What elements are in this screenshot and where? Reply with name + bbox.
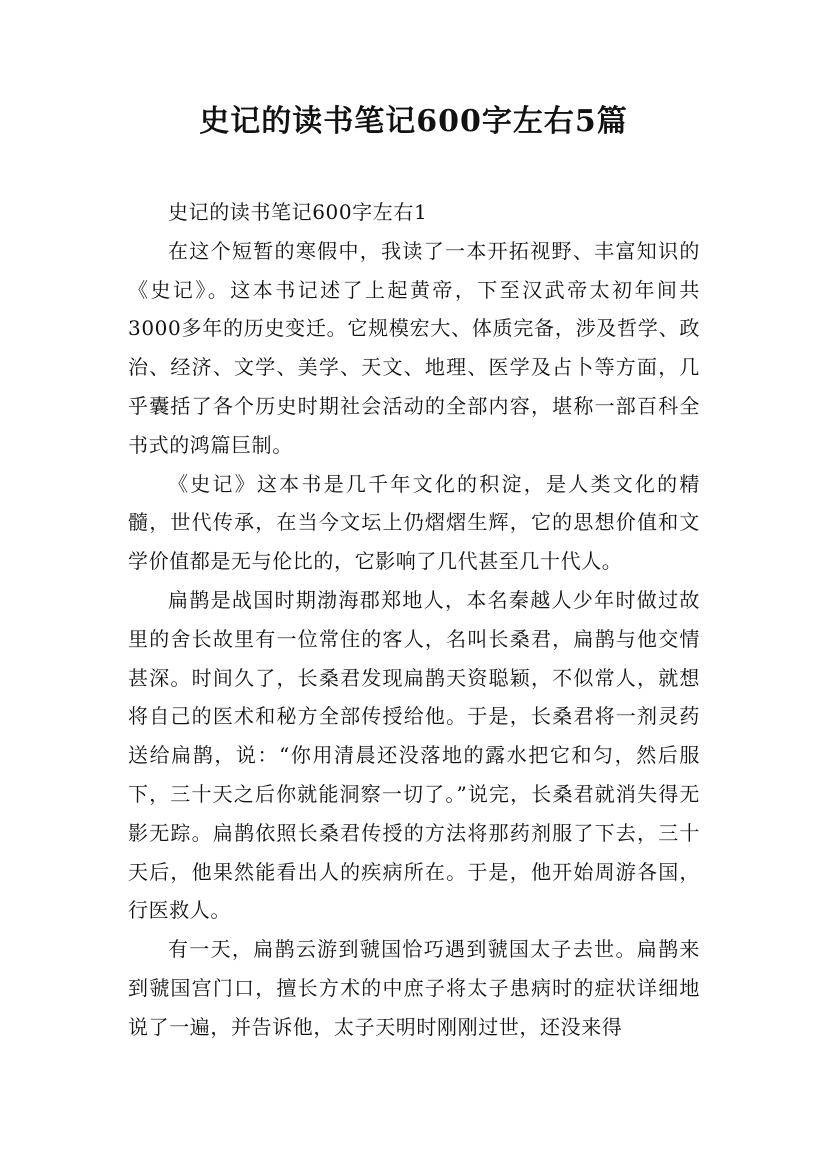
section-heading: 史记的读书笔记600字左右1: [168, 200, 428, 224]
document-body: [128, 193, 700, 1047]
document-title: 史记的读书笔记600字左右5篇: [199, 104, 628, 139]
paragraph-2: 《史记》这本书是几千年文化的积淀，是人类文化的精髓，世代传承，在当今文坛上仍熠熠生辉，它的思想价值和文学价值都是无与伦比的，它影响了几代甚至几十代人。: [128, 471, 700, 574]
paragraph-1: 在这个短暂的寒假中，我读了一本开拓视野、丰富知识的《史记》。这本书记述了上起黄帝，下至汉武帝太初年间共3000多年的历史变迁。它规模宏大、体质完备，涉及哲学、政治、经济、文学、美学、天文、地理、医学及占卜等方面，几乎囊括了各个历史时期社会活动的全部内容，堪称一部百科全书式的鸿篇巨制。: [128, 238, 700, 457]
paragraph-4: 有一天，扁鹊云游到虢国恰巧遇到虢国太子去世。扁鹊来到虢国宫门口，擅长方术的中庶子将太子患病时的症状详细地说了一遍，并告诉他，太子天明时刚刚过世，还没来得: [128, 937, 700, 1039]
paragraph-3: 扁鹊是战国时期渤海郡郑地人，本名秦越人少年时做过故里的舍长故里有一位常住的客人，名叫长桑君，扁鹊与他交情甚深。时间久了，长桑君发现扁鹊天资聪颖，不似常人，就想将自己的医术和秘方全部传授给他。于是，长桑君将一剂灵药送给扁鹊，说：“你用清晨还没落地的露水把它和匀，然后服下，三十天之后你就能洞察一切了。”说完，长桑君就消失得无影无踪。扁鹊依照长桑君传授的方法将那药剂服了下去，三十天后，他果然能看出人的疾病所在。于是，他开始周游各国，行医救人。: [128, 587, 700, 923]
